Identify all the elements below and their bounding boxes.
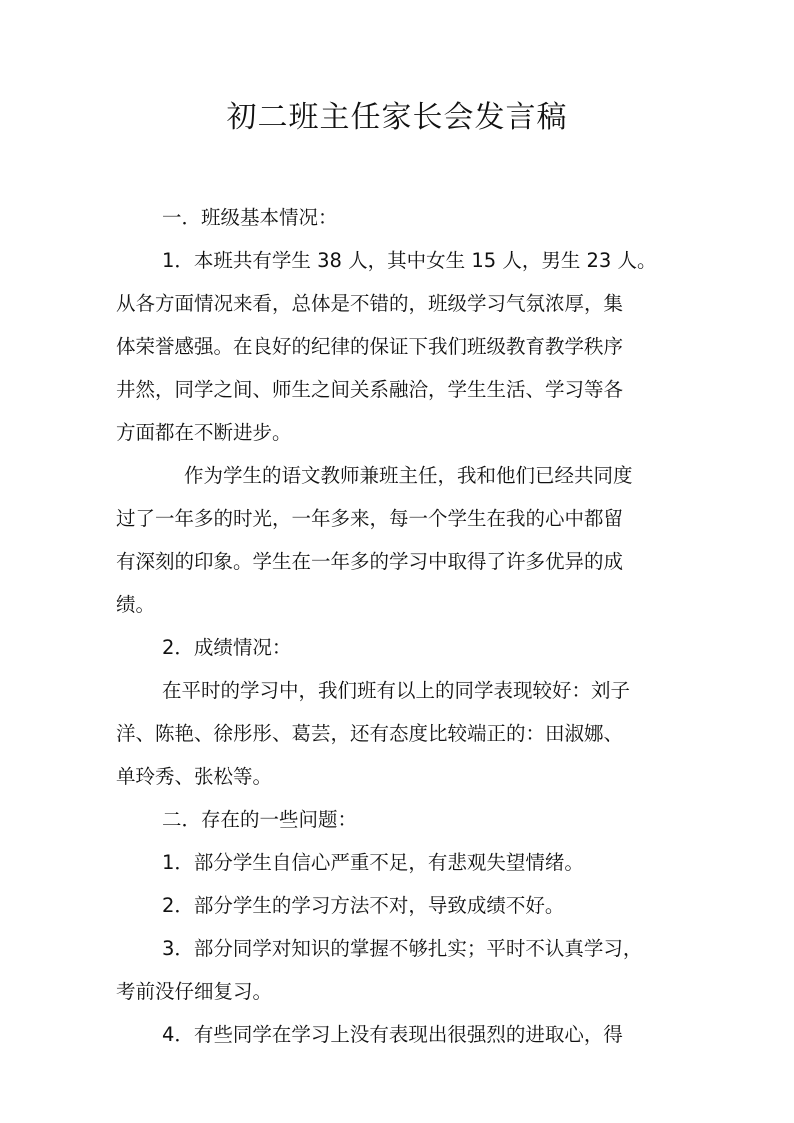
paragraph-line: 1．本班共有学生 38 人，其中女生 15 人，男生 23 人。 [162,249,657,272]
section-heading-basic-info: 一．班级基本情况： [162,206,338,229]
document-title: 初二班主任家长会发言稿 [226,100,568,135]
paragraph-line: 井然，同学之间、师生之间关系融洽，学生生活、学习等各 [116,378,624,401]
paragraph-line: 在平时的学习中，我们班有以上的同学表现较好：刘子 [162,679,631,702]
list-item: 3．部分同学对知识的掌握不够扎实；平时不认真学习， [162,937,643,960]
paragraph-line: 考前没仔细复习。 [116,980,273,1003]
list-item: 1．部分学生自信心严重不足，有悲观失望情绪。 [162,851,584,874]
paragraph-line: 从各方面情况来看，总体是不错的，班级学习气氛浓厚，集 [116,292,624,315]
paragraph-line: 作为学生的语文教师兼班主任，我和他们已经共同度 [184,464,633,487]
section-heading-problems: 二．存在的一些问题： [162,808,358,831]
document-body [116,196,688,1056]
paragraph-line: 有深刻的印象。学生在一年多的学习中取得了许多优异的成 [116,550,624,573]
section-heading-grades: 2．成绩情况： [162,636,292,659]
list-item: 2．部分学生的学习方法不对，导致成绩不好。 [162,894,565,917]
paragraph-line: 体荣誉感强。在良好的纪律的保证下我们班级教育教学秩序 [116,335,624,358]
paragraph-line: 洋、陈艳、徐彤彤、葛芸，还有态度比较端正的：田淑娜、 [116,722,624,745]
paragraph-line: 过了一年多的时光，一年多来，每一个学生在我的心中都留 [116,507,624,530]
paragraph-line: 绩。 [116,593,156,616]
paragraph-line: 方面都在不断进步。 [116,421,292,444]
paragraph-line: 单玲秀、张松等。 [116,765,273,788]
list-item: 4．有些同学在学习上没有表现出很强烈的进取心，得 [162,1023,623,1046]
